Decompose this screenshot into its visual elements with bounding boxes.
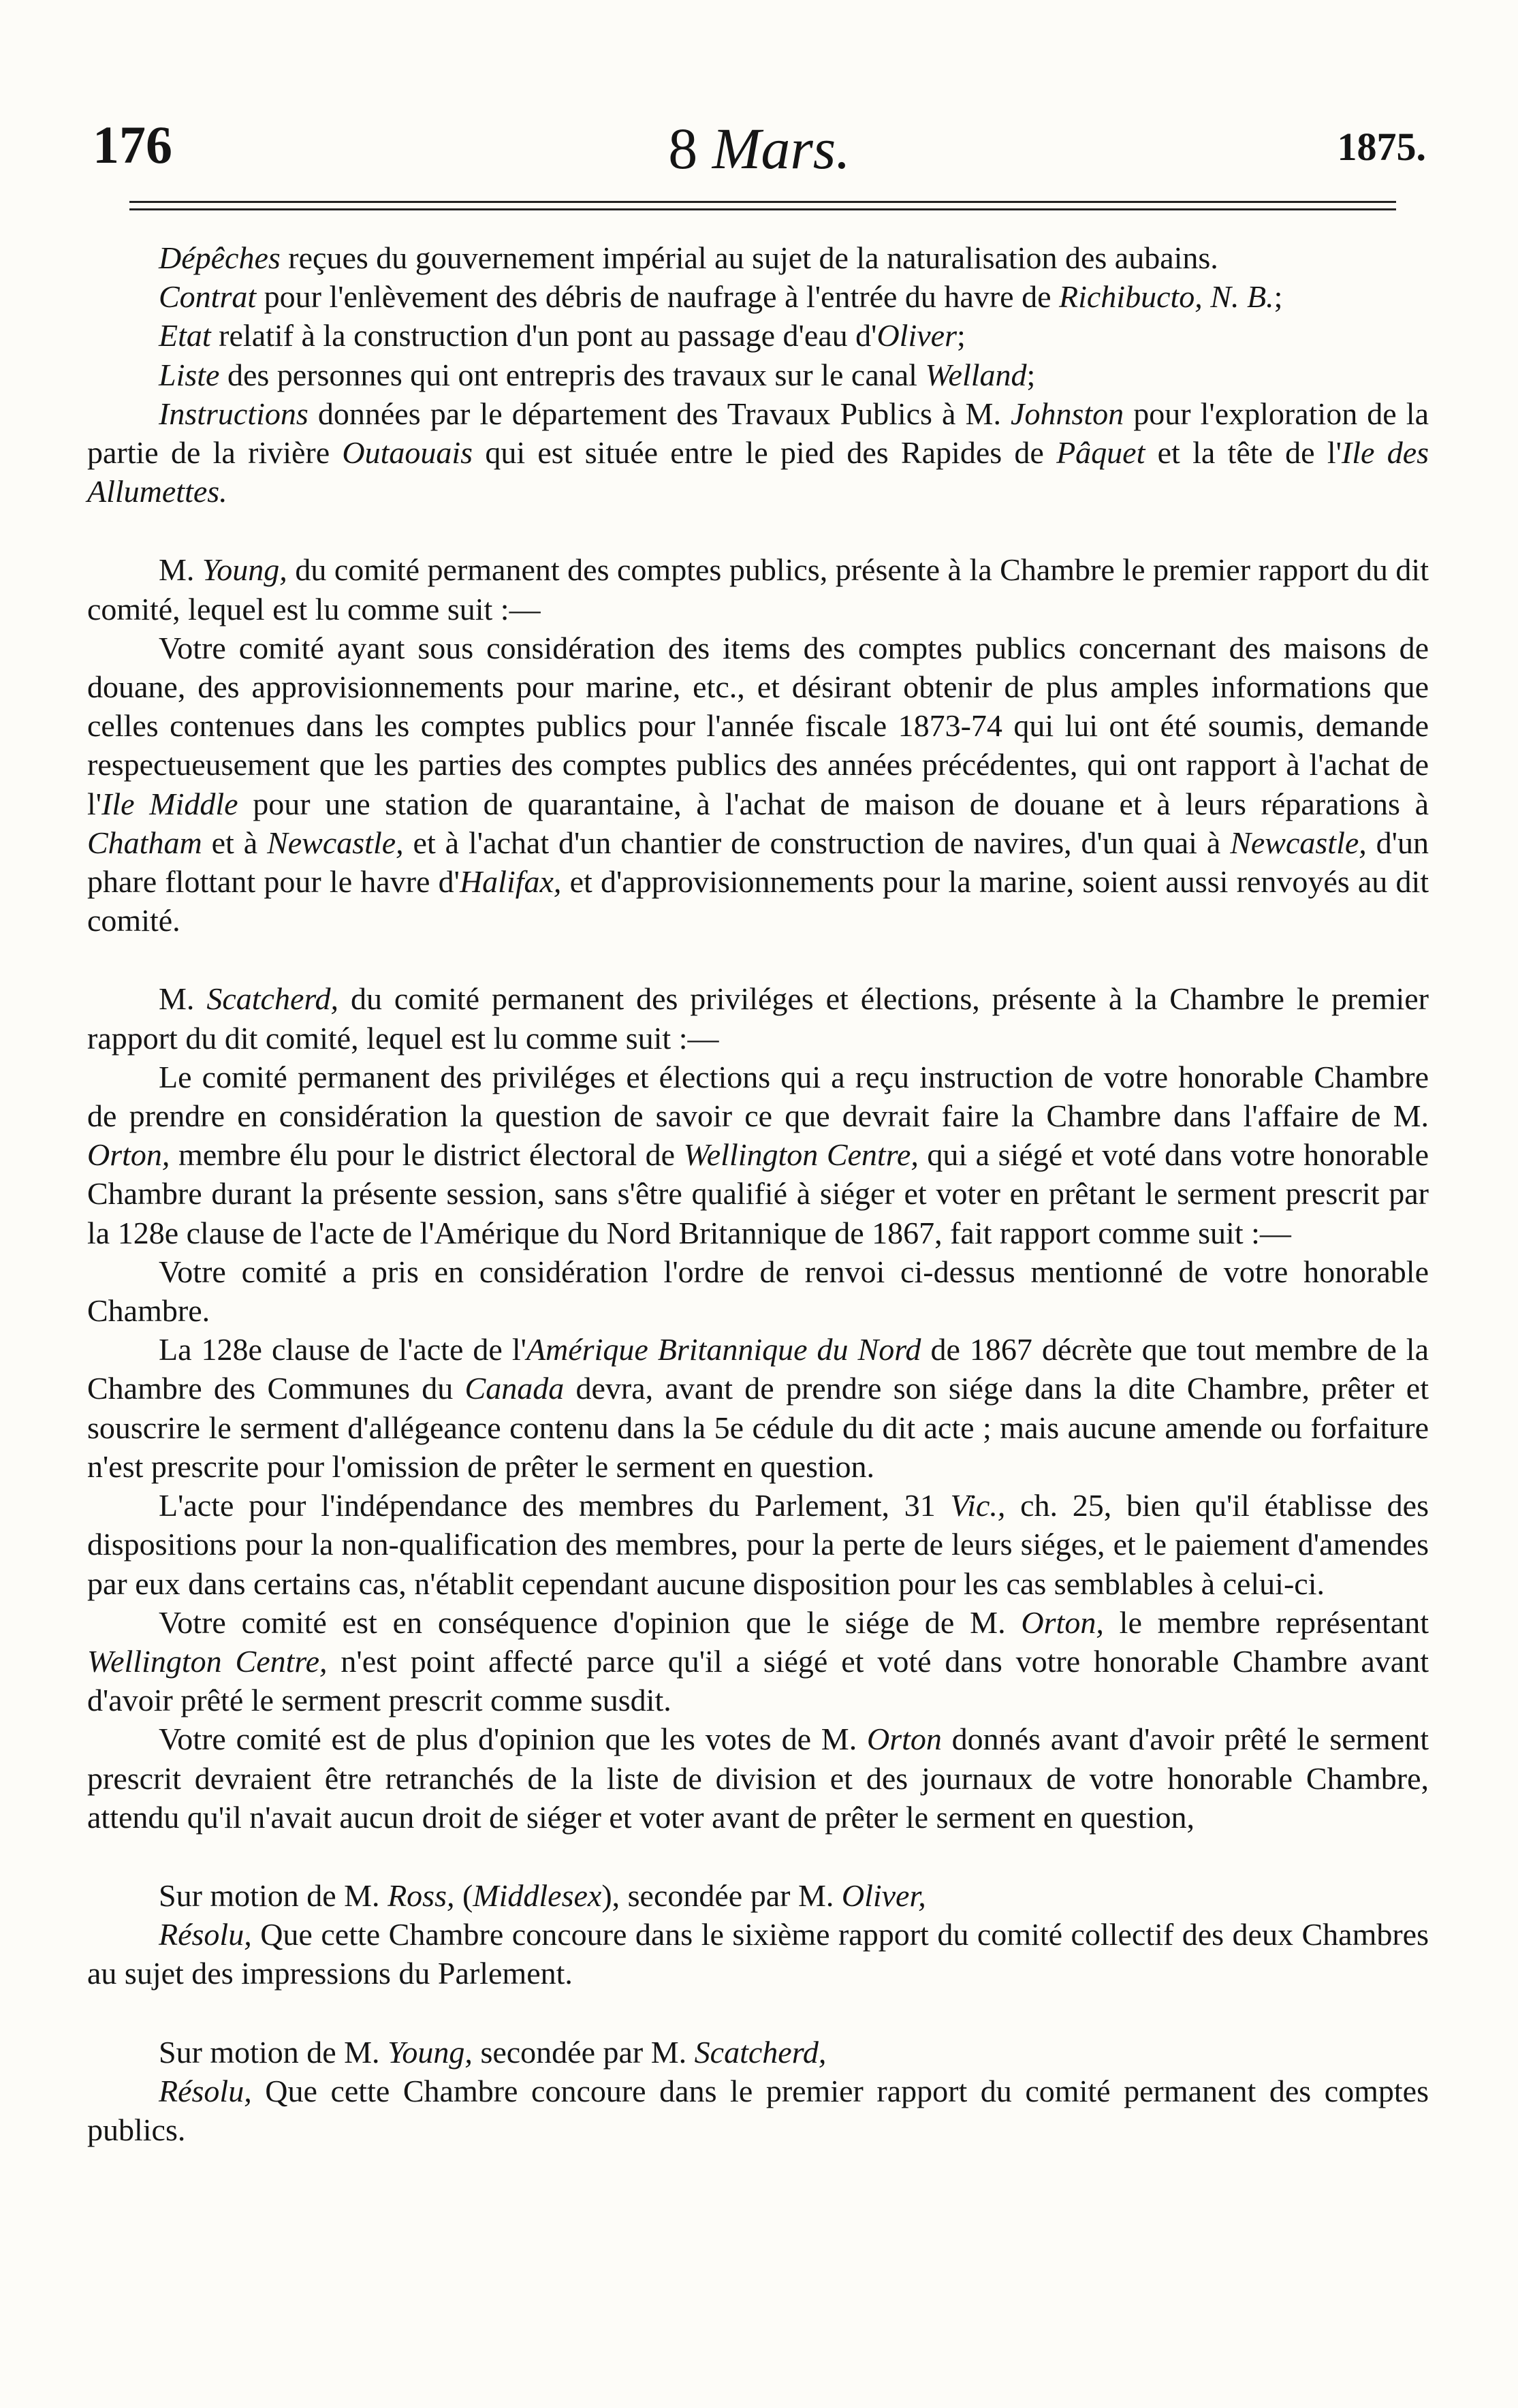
paragraph-instructions (87, 394, 1429, 511)
italic-text: Halifax, (459, 864, 562, 900)
text-run: n'est point affecté parce qu'il a siégé et voté dans votre honorable Chambre avant d'avoir prêté le serment prescrit comme susdit. (87, 1643, 1429, 1718)
italic-text: Wellington Centre, (87, 1643, 328, 1679)
text-run: et à (202, 825, 268, 860)
italic-text: Ile des Allumettes. (87, 435, 1429, 509)
journal-text (87, 238, 1429, 2149)
text-run: du comité permanent des comptes publics, présente à la Chambre le premier rapport du dit comité, lequel est lu comme suit :— (87, 552, 1429, 627)
header-rule-bottom (129, 208, 1396, 210)
paragraph-resolu-impressions (87, 1915, 1429, 1993)
italic-text: Scatcherd, (206, 981, 339, 1017)
paragraph-scatcherd-report (87, 979, 1429, 1057)
paragraph-votes-orton (87, 1720, 1429, 1837)
italic-text: Pâquet (1056, 435, 1145, 471)
page-number: 176 (93, 115, 172, 174)
text-run: secondée par M. (472, 2034, 695, 2070)
text-run: des personnes qui ont entrepris des travaux sur le canal (219, 357, 926, 392)
italic-text: Oliver (876, 318, 957, 353)
paragraph-comite-privileges (87, 1058, 1429, 1252)
paragraph-siege-orton (87, 1603, 1429, 1720)
date-day: 8 (668, 116, 698, 181)
italic-text: Liste (159, 357, 220, 392)
text-run: reçues du gouvernement impérial au sujet de la naturalisation des aubains. (280, 240, 1218, 275)
italic-text: Richibucto, N. B. (1059, 279, 1274, 315)
text-run: et à l'achat d'un chantier de construction de navires, d'un quai à (403, 825, 1231, 860)
paragraph-clause-128 (87, 1330, 1429, 1486)
italic-text: Middlesex (473, 1878, 602, 1913)
text-run: relatif à la construction d'un pont au passage d'eau d' (210, 318, 877, 353)
date-month: Mars. (712, 116, 851, 181)
header-rule-top (129, 201, 1396, 203)
text-run: données par le département des Travaux Publics à M. (308, 396, 1011, 431)
text-run: La 128e clause de l'acte de l' (159, 1332, 526, 1367)
text-run: M. (159, 552, 202, 588)
text-run: M. (159, 981, 207, 1017)
text-run: qui est située entre le pied des Rapides de (473, 435, 1057, 471)
text-run: Sur motion de M. (159, 1878, 388, 1913)
italic-text: Résolu, (159, 1917, 252, 1952)
text-run: pour une station de quarantaine, à l'achat de maison de douane et à leurs réparations à (238, 786, 1429, 821)
text-run: ; (1274, 279, 1283, 315)
text-run: donnés avant d'avoir prêté le serment prescrit devraient être retranchés de la liste de division et des journaux de votre honorable Chambre, attendu qu'il n'avait aucun droit de siéger et voter avant de prêter le serment en question, (87, 1722, 1429, 1835)
date-heading (93, 114, 1426, 183)
italic-text: Chatham (87, 825, 202, 860)
italic-text: Contrat (159, 279, 257, 315)
text-run: Que cette Chambre concoure dans le premier rapport du comité permanent des comptes publics. (87, 2073, 1429, 2147)
text-run: et la tête de l' (1145, 435, 1342, 471)
page-header (93, 114, 1426, 183)
text-run: Que cette Chambre concoure dans le sixième rapport du comité collectif des deux Chambres au sujet des impressions du Parlement. (87, 1917, 1429, 1991)
text-run: membre élu pour le district électoral de (170, 1137, 684, 1173)
text-run: pour l'enlèvement des débris de naufrage à l'entrée du havre de (256, 279, 1059, 315)
text-run: ( (454, 1878, 473, 1913)
paragraph-resolu-comptes (87, 2072, 1429, 2149)
italic-text: Oliver, (841, 1878, 926, 1913)
italic-text: Welland (925, 357, 1027, 392)
paragraph-young-report (87, 550, 1429, 628)
text-run: de 1867 décrète que tout membre de la Chambre des Communes du (87, 1332, 1429, 1406)
italic-text: Johnston (1011, 396, 1124, 431)
italic-text: Amérique Britannique du Nord (526, 1332, 921, 1367)
paragraph-comptes-publics (87, 629, 1429, 940)
italic-text: Orton, (1021, 1604, 1104, 1640)
text-run: Sur motion de M. (159, 2034, 388, 2070)
text-run: Votre comité est en conséquence d'opinion que le siége de M. (159, 1604, 1022, 1640)
paragraph-liste (87, 355, 1429, 394)
italic-text: Newcastle, (267, 825, 404, 860)
text-run: ; (956, 318, 966, 353)
text-run: pour l'exploration de la partie de la rivière (87, 396, 1429, 471)
text-run: et d'approvisionnements pour la marine, soient aussi renvoyés au dit comité. (87, 864, 1429, 938)
italic-text: Résolu, (159, 2073, 252, 2108)
text-run: L'acte pour l'indépendance des membres du Parlement, 31 (159, 1488, 951, 1523)
year: 1875. (1337, 125, 1426, 169)
italic-text: Wellington Centre, (683, 1137, 919, 1173)
italic-text: Scatcherd, (694, 2034, 827, 2070)
text-run: Votre comité a pris en considération l'ordre de renvoi ci-dessus mentionné de votre honorable Chambre. (87, 1254, 1429, 1329)
italic-text: Canada (464, 1371, 565, 1406)
text-run: Le comité permanent des priviléges et élections qui a reçu instruction de votre honorable Chambre de prendre en considération la question de savoir ce que devrait faire la Chambre dans l'affaire de M. (87, 1059, 1429, 1134)
italic-text: Young, (388, 2034, 473, 2070)
italic-text: Ross, (388, 1878, 455, 1913)
paragraph-independance (87, 1486, 1429, 1603)
text-run: du comité permanent des priviléges et élections, présente à la Chambre le premier rapport du dit comité, lequel est lu comme suit :— (87, 981, 1429, 1056)
italic-text: Orton, (87, 1137, 170, 1173)
italic-text: Outaouais (342, 435, 473, 471)
italic-text: Dépêches (159, 240, 281, 275)
text-run: le membre représentant (1103, 1604, 1429, 1640)
text-run: d'un phare flottant pour le havre d' (87, 825, 1429, 900)
text-run: ; (1026, 357, 1036, 392)
italic-text: Vic., (950, 1488, 1006, 1523)
italic-text: Young, (202, 552, 287, 588)
text-run: Votre comité est de plus d'opinion que les votes de M. (159, 1722, 867, 1757)
italic-text: Instructions (159, 396, 309, 431)
paragraph-etat (87, 316, 1429, 355)
italic-text: Newcastle, (1230, 825, 1367, 860)
paragraph-depeches (87, 238, 1429, 277)
text-run: ), secondée par M. (601, 1878, 842, 1913)
italic-text: Etat (159, 318, 211, 353)
text-run: devra, avant de prendre son siége dans la dite Chambre, prêter et souscrire le serment d'allégeance contenu dans la 5e cédule du dit acte ; mais aucune amende ou forfaiture n'est prescrite pour l'omission de prêter le serment en question. (87, 1371, 1429, 1484)
paragraph-motion-ross (87, 1876, 1429, 1915)
italic-text: Ile Middle (101, 786, 238, 821)
italic-text: Orton (866, 1722, 942, 1757)
text-run: ch. 25, bien qu'il établisse des dispositions pour la non-qualification des membres, pour la perte de leurs siéges, et le paiement d'amendes par eux dans certains cas, n'établit cependant aucune disposition pour les cas semblables à celui-ci. (87, 1488, 1429, 1601)
text-run: Votre comité ayant sous considération des items des comptes publics concernant des maisons de douane, des approvisionnements pour marine, etc., et désirant obtenir de plus amples informations que celles contenues dans les comptes publics pour l'année fiscale 1873-74 qui lui ont été soumis, demande respectueusement que les parties des comptes publics des années précédentes, qui ont rapport à l'achat de l' (87, 630, 1429, 821)
paragraph-contrat (87, 277, 1429, 316)
text-run: qui a siégé et voté dans votre honorable Chambre durant la présente session, sans s'être qualifié à siéger et voter en prêtant le serment prescrit par la 128e clause de l'acte de l'Amérique du Nord Britannique de 1867, fait rapport comme suit :— (87, 1137, 1429, 1250)
paragraph-motion-young (87, 2033, 1429, 2072)
paragraph-renvoi (87, 1252, 1429, 1330)
